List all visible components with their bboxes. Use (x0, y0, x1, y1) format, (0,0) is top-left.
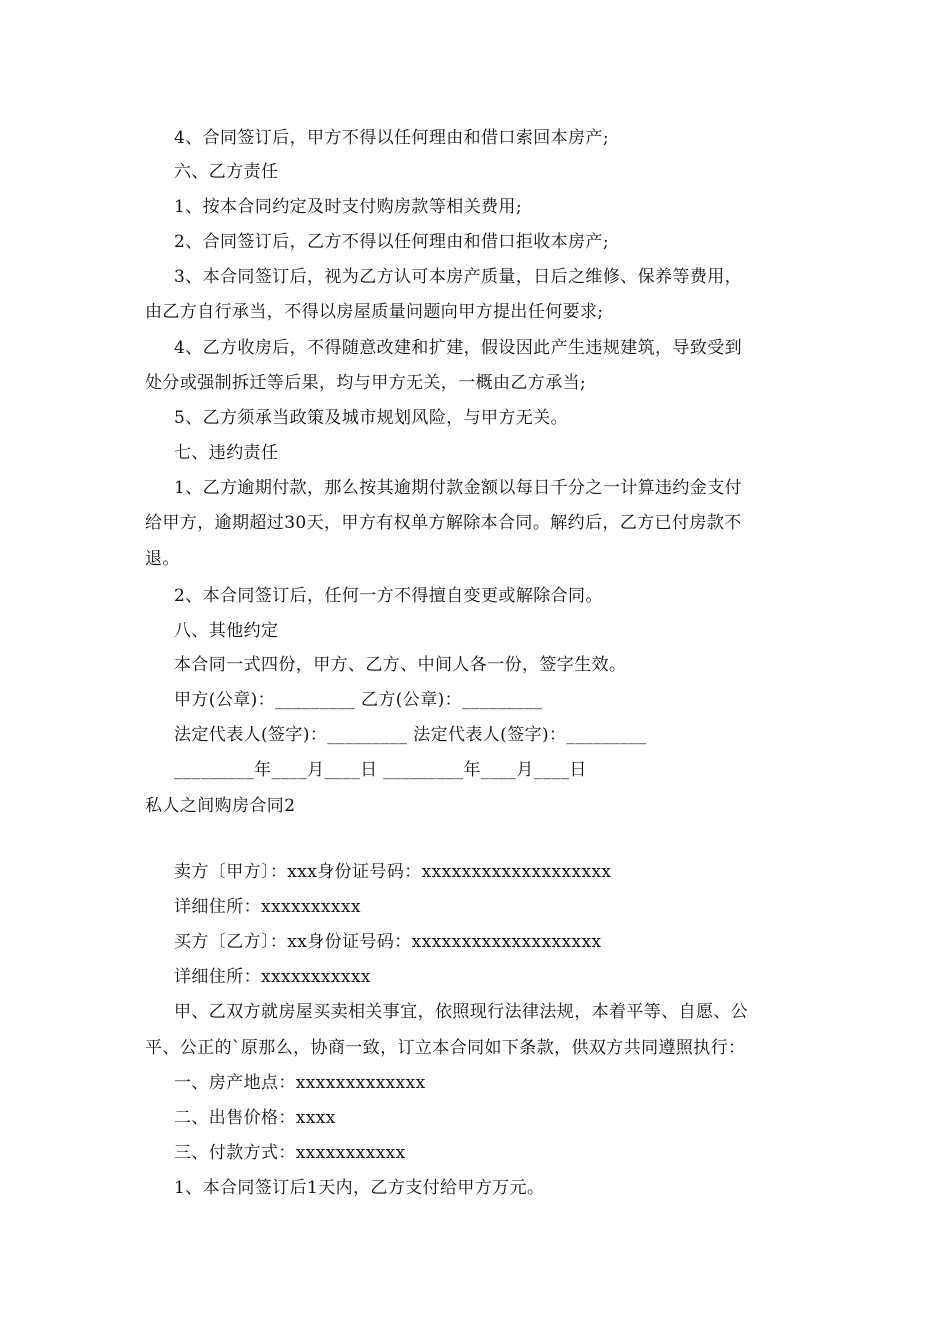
clause-line: 5、乙方须承当政策及城市规划风险，与甲方无关。 (174, 408, 569, 428)
section-heading: 六、乙方责任 (174, 162, 279, 182)
party-line: 买方〔乙方〕：xx身份证号码：xxxxxxxxxxxxxxxxxxx (174, 932, 602, 952)
clause-line: 3、本合同签订后，视为乙方认可本房产质量，日后之维修、保养等费用， (174, 267, 743, 287)
clause-continuation: 处分或强制拆迁等后果，均与甲方无关，一概由乙方承当; (145, 373, 587, 393)
clause-continuation: 由乙方自行承当，不得以房屋质量问题向甲方提出任何要求; (145, 302, 604, 322)
clause-continuation: 退。 (145, 549, 180, 569)
clause-continuation: 平、公正的`原那么，协商一致，订立本合同如下条款，供双方共同遵照执行： (145, 1038, 746, 1058)
clause-line: 2、本合同签订后，任何一方不得擅自变更或解除合同。 (174, 586, 603, 606)
clause-line: 二、出售价格：xxxx (174, 1108, 336, 1128)
date-line: _________年____月____日 _________年____月____日 (174, 760, 587, 780)
party-address: 详细住所：xxxxxxxxxxx (174, 967, 371, 987)
party-address: 详细住所：xxxxxxxxxx (174, 897, 361, 917)
clause-line: 一、房产地点：xxxxxxxxxxxxx (174, 1073, 426, 1093)
signature-line: 法定代表人(签字)：_________ 法定代表人(签字)：_________ (174, 725, 647, 745)
clause-line: 1、乙方逾期付款，那么按其逾期付款金额以每日千分之一计算违约金支付 (174, 478, 743, 498)
clause-line: 4、乙方收房后，不得随意改建和扩建，假设因此产生违规建筑，导致受到 (174, 338, 743, 358)
clause-line: 1、本合同签订后1天内，乙方支付给甲方万元。 (174, 1178, 545, 1198)
clause-line: 本合同一式四份，甲方、乙方、中间人各一份，签字生效。 (174, 655, 627, 675)
clause-line: 4、合同签订后，甲方不得以任何理由和借口索回本房产; (174, 128, 609, 148)
clause-continuation: 给甲方，逾期超过30天，甲方有权单方解除本合同。解约后，乙方已付房款不 (145, 513, 742, 533)
clause-line: 三、付款方式：xxxxxxxxxxx (174, 1143, 406, 1163)
clause-line: 1、按本合同约定及时支付购房款等相关费用; (174, 197, 522, 217)
clause-line: 2、合同签订后，乙方不得以任何理由和借口拒收本房产; (174, 232, 609, 252)
section-heading: 七、违约责任 (174, 443, 279, 463)
section-heading: 八、其他约定 (174, 621, 279, 641)
party-line: 卖方〔甲方〕：xxx身份证号码：xxxxxxxxxxxxxxxxxxx (174, 862, 612, 882)
signature-line: 甲方(公章)：_________ 乙方(公章)：_________ (174, 690, 543, 710)
clause-line: 甲、乙双方就房屋买卖相关事宜，依照现行法律法规，本着平等、自愿、公 (174, 1002, 749, 1022)
document-title: 私人之间购房合同2 (145, 796, 296, 816)
